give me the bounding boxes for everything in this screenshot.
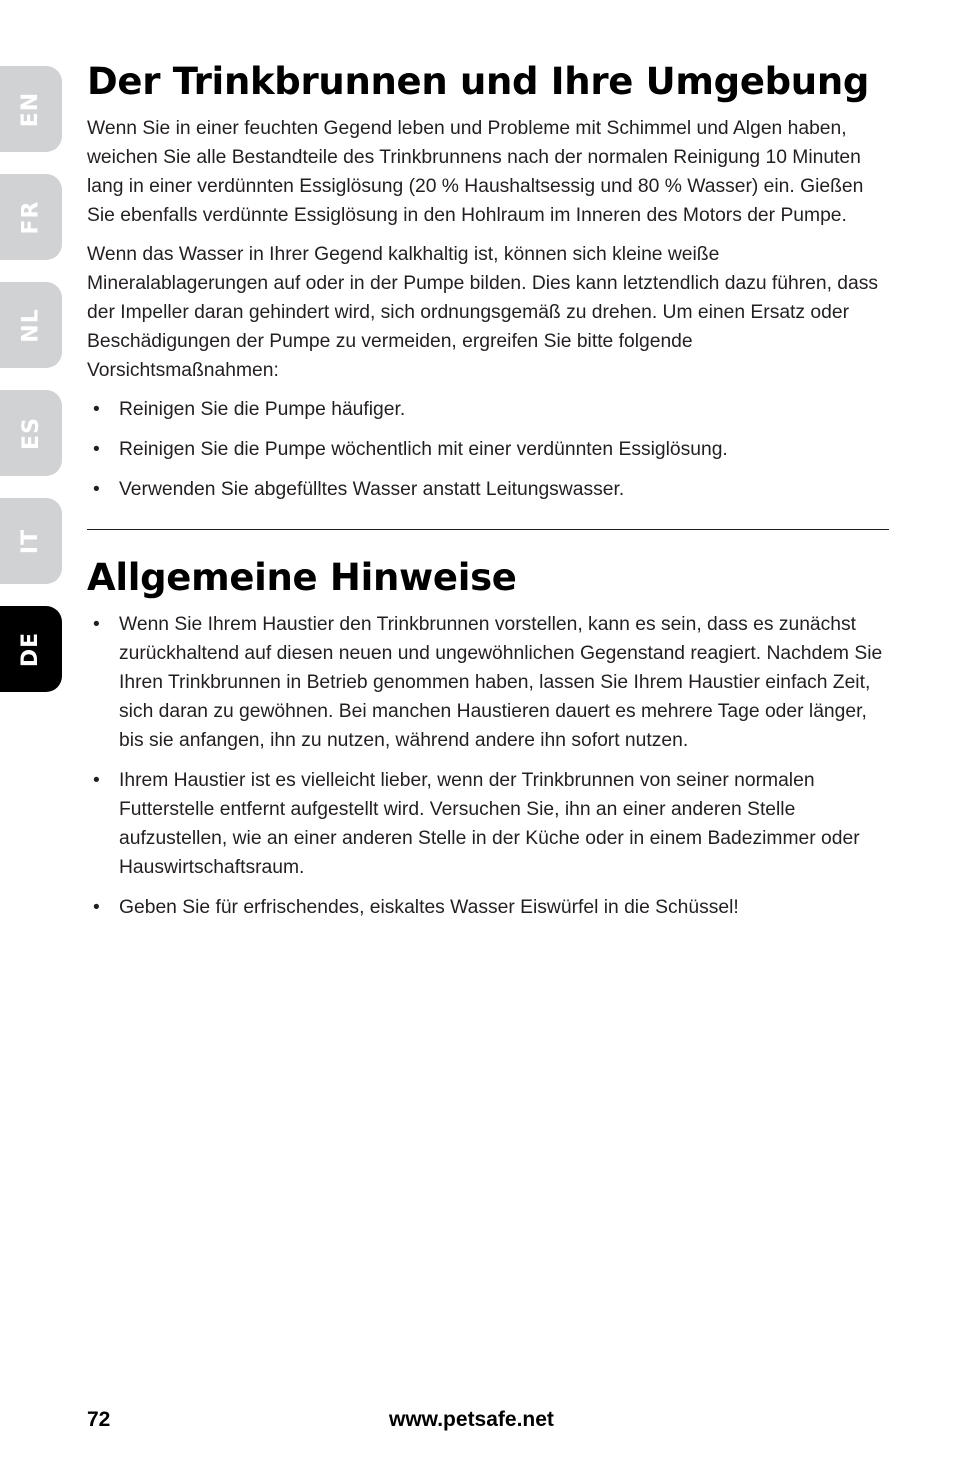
lang-tab-label: FR <box>18 200 44 234</box>
lang-tab-it[interactable] <box>0 498 62 584</box>
list-item-text: Verwenden Sie abgefülltes Wasser anstatt Leitungswasser. <box>119 479 625 500</box>
list-item <box>87 766 889 882</box>
lang-tab-label: DE <box>18 631 44 667</box>
list-item-text: Reinigen Sie die Pumpe wöchentlich mit einer verdünnten Essiglösung. <box>119 439 728 460</box>
bullet-icon: • <box>93 770 100 791</box>
list-item-text: Geben Sie für erfrischendes, eiskaltes Wasser Eiswürfel in die Schüssel! <box>119 897 739 918</box>
section-title: Der Trinkbrunnen und Ihre Umgebung <box>87 60 870 103</box>
bullet-icon: • <box>93 439 100 460</box>
lang-tab-en[interactable] <box>0 66 62 152</box>
lang-tab-fr[interactable] <box>0 174 62 260</box>
lang-tab-de-active[interactable] <box>0 606 62 692</box>
section-general-notes <box>87 552 889 922</box>
section-environment <box>87 56 889 504</box>
lang-tab-label: NL <box>18 307 44 343</box>
lang-tab-nl[interactable] <box>0 282 62 368</box>
bullet-list <box>87 610 889 922</box>
bullet-icon: • <box>93 479 100 500</box>
website-link[interactable]: www.petsafe.net <box>389 1408 554 1431</box>
list-item <box>87 893 889 922</box>
section-divider <box>87 529 889 530</box>
list-item-text: Wenn Sie Ihrem Haustier den Trinkbrunnen vorstellen, kann es sein, dass es zunächst zurückhaltend auf diesen neuen und ungewöhnlichen Gegenstand reagiert. Nachdem Sie Ihren Trinkbrunnen in Betrieb genommen haben, lassen Sie Ihrem Haustier einfach Zeit, sich daran zu gewöhnen. Bei manchen Haustieren dauert es mehrere Tage oder länger, bis sie anfangen, ihn zu nutzen, während andere ihn sofort nutzen. <box>119 614 883 751</box>
list-item <box>87 610 889 755</box>
page-content <box>87 56 889 933</box>
page-number: 72 <box>87 1408 111 1431</box>
section-title: Allgemeine Hinweise <box>87 556 517 599</box>
list-item <box>87 435 889 464</box>
bullet-icon: • <box>93 614 100 635</box>
list-item-text: Ihrem Haustier ist es vielleicht lieber, wenn der Trinkbrunnen von seiner normalen Futterstelle entfernt aufgestellt wird. Versuchen Sie, ihn an einer anderen Stelle aufzustellen, wie an einer anderen Stelle in der Küche oder in einem Badezimmer oder Hauswirtschaftsraum. <box>119 770 860 878</box>
lang-tab-es[interactable] <box>0 390 62 476</box>
bullet-list <box>87 395 889 504</box>
paragraph: Wenn Sie in einer feuchten Gegend leben und Probleme mit Schimmel und Algen haben, weichen Sie alle Bestandteile des Trinkbrunnens nach der normalen Reinigung 10 Minuten lang in einer verdünnten Essiglösung (20 % Haushaltsessig und 80 % Wasser) ein. Gießen Sie ebenfalls verdünnte Essiglösung in den Hohlraum im Inneren des Motors der Pumpe. <box>87 118 864 226</box>
paragraph: Wenn das Wasser in Ihrer Gegend kalkhaltig ist, können sich kleine weiße Mineralablagerungen auf oder in der Pumpe bilden. Dies kann letztendlich dazu führen, dass der Impeller daran gehindert wird, sich ordnungsgemäß zu drehen. Um einen Ersatz oder Beschädigungen der Pumpe zu vermeiden, ergreifen Sie bitte folgende Vorsichtsmaßnahmen: <box>87 244 879 381</box>
list-item <box>87 475 889 504</box>
bullet-icon: • <box>93 399 100 420</box>
list-item-text: Reinigen Sie die Pumpe häufiger. <box>119 399 406 420</box>
list-item <box>87 395 889 424</box>
lang-tab-label: IT <box>18 528 44 554</box>
lang-tab-label: ES <box>18 416 44 450</box>
lang-tab-label: EN <box>18 91 44 127</box>
bullet-icon: • <box>93 897 100 918</box>
